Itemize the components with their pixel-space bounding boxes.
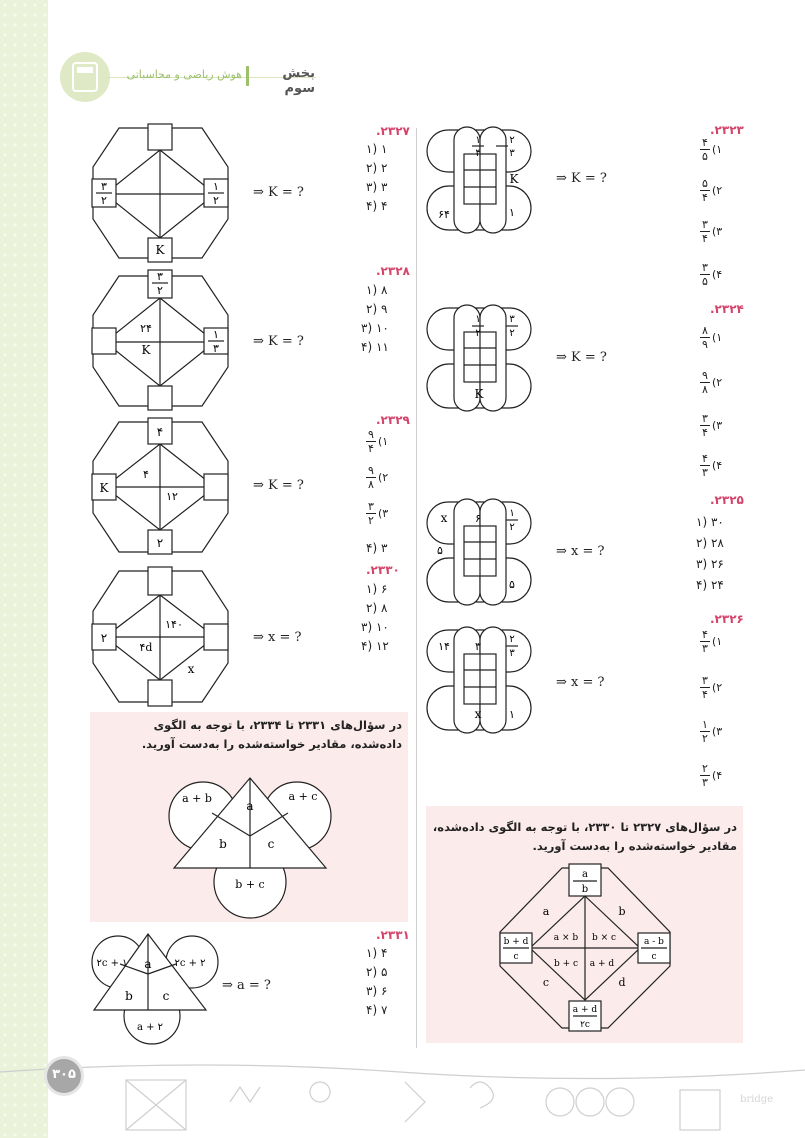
option-label: (۲ bbox=[712, 681, 723, 694]
inner-value-1: ۴ bbox=[143, 468, 149, 481]
inner-value-2: ۱۲ bbox=[166, 490, 178, 503]
option-label: (۲ bbox=[712, 184, 723, 197]
bl-value: ۶۴ bbox=[438, 208, 450, 221]
option-label: (۴ bbox=[712, 268, 723, 281]
tr-den: ۲ bbox=[509, 328, 515, 339]
tl-num: ۱ bbox=[475, 135, 481, 146]
numerator: ۳ bbox=[700, 261, 710, 275]
denominator: ۵ bbox=[702, 150, 708, 163]
question-equation: ⇒ a = ? bbox=[222, 978, 271, 993]
top-num: ۳ bbox=[157, 270, 163, 283]
left-circle: ۲c + ۱ bbox=[96, 958, 128, 969]
option-4[interactable]: ۱۲ (۴ bbox=[361, 639, 389, 653]
option-3[interactable]: ۲۶ (۳ bbox=[696, 557, 724, 571]
numerator: ۸ bbox=[700, 324, 710, 338]
x-label: x bbox=[440, 511, 448, 525]
question-number: .۲۳۳۱ bbox=[376, 928, 410, 942]
k-label: K bbox=[509, 172, 519, 186]
question-equation: ⇒ K = ? bbox=[556, 171, 607, 186]
instruction-text: در سؤال‌های ۲۳۲۷ تا ۲۳۳۰، با توجه به الگوی داده‌شده، مقادیر خواسته‌شده را به‌دست آورید. bbox=[432, 820, 737, 853]
tr-num: ۳ bbox=[509, 314, 515, 325]
question-equation: ⇒ K = ? bbox=[253, 478, 304, 493]
numerator: ۴ bbox=[700, 452, 710, 466]
denominator: ۴ bbox=[702, 688, 708, 701]
tl-value: ۱۴ bbox=[438, 640, 450, 653]
a-plus-b: a + b bbox=[182, 792, 212, 805]
tl-den: ۲ bbox=[475, 328, 481, 339]
bottom-circle: a + ۲ bbox=[136, 1022, 164, 1033]
denominator: ۸ bbox=[368, 478, 374, 491]
right-num: ۱ bbox=[213, 328, 219, 341]
denominator: ۳ bbox=[702, 776, 708, 789]
question-number: .۲۳۲۷ bbox=[376, 124, 410, 138]
denominator: ۳ bbox=[702, 466, 708, 479]
option-3[interactable]: ۱۰ (۳ bbox=[361, 321, 389, 335]
right-den: ۲ bbox=[213, 194, 219, 207]
left-value: ۵ bbox=[437, 544, 443, 557]
option-2[interactable]: ۵ (۲ bbox=[366, 965, 388, 979]
b-plus-c: b + c bbox=[235, 878, 265, 891]
page-margin-decoration bbox=[0, 0, 48, 1138]
a-times-b: a × b bbox=[553, 933, 579, 943]
denominator: ۵ bbox=[702, 275, 708, 288]
question-number: .۲۳۲۴ bbox=[710, 302, 744, 316]
question-number: .۲۳۲۳ bbox=[710, 123, 744, 137]
question-number: .۲۳۳۰ bbox=[366, 563, 400, 577]
loop-grid-figure-2325 bbox=[424, 496, 534, 608]
c-cell: c bbox=[162, 989, 170, 1003]
option-1[interactable]: ۱ (۱ bbox=[366, 142, 388, 156]
br-value: ۵ bbox=[509, 578, 515, 591]
triangle-figure-2331 bbox=[90, 930, 220, 1042]
option-label: (۳ bbox=[378, 507, 389, 520]
chapter-subtitle: هوش ریاضی و محاسباتی bbox=[126, 68, 242, 81]
k-label: K bbox=[155, 243, 165, 257]
question-number: .۲۳۲۹ bbox=[376, 413, 410, 427]
edge-b: b bbox=[618, 905, 626, 918]
option-4[interactable]: ۳ (۴ bbox=[366, 541, 388, 555]
edge-d: d bbox=[618, 976, 626, 989]
tr-num: ۲ bbox=[509, 135, 515, 146]
br-value: ۱ bbox=[509, 708, 515, 721]
option-4[interactable]: ۱۱ (۴ bbox=[361, 340, 389, 354]
section-title: بخش سوم bbox=[282, 66, 315, 96]
option-3[interactable]: ۱۰ (۳ bbox=[361, 620, 389, 634]
bottom-den: ۲c bbox=[580, 1020, 590, 1030]
header-separator bbox=[246, 66, 249, 86]
top-num: a bbox=[582, 869, 588, 880]
option-3[interactable]: ۳ (۳ bbox=[366, 180, 388, 194]
left-den: ۲ bbox=[101, 194, 107, 207]
diamond-figure-2327 bbox=[88, 122, 233, 264]
b-plus-c: b + c bbox=[553, 959, 579, 969]
x-label: x bbox=[187, 662, 195, 676]
right-num: ۱ bbox=[213, 180, 219, 193]
loop-grid-figure-2323 bbox=[424, 124, 534, 236]
option-label: (۳ bbox=[712, 725, 723, 738]
numerator: ۹ bbox=[366, 428, 376, 442]
column-divider bbox=[416, 128, 417, 1048]
option-2[interactable]: ۸ (۲ bbox=[366, 601, 388, 615]
option-1[interactable]: ۶ (۱ bbox=[366, 582, 388, 596]
tr-den: ۳ bbox=[509, 648, 515, 659]
tr-num: ۱ bbox=[509, 508, 515, 519]
tr-den: ۲ bbox=[509, 522, 515, 533]
numerator: ۵ bbox=[700, 177, 710, 191]
bottom-num: a + d bbox=[572, 1005, 598, 1015]
question-equation: ⇒ x = ? bbox=[556, 675, 605, 690]
calculator-icon bbox=[72, 62, 98, 92]
question-number: .۲۳۲۶ bbox=[710, 612, 744, 626]
a-plus-d: a + d bbox=[589, 959, 615, 969]
br-value: ۱ bbox=[509, 206, 515, 219]
b-times-c: b × c bbox=[591, 933, 617, 943]
option-label: (۱ bbox=[378, 435, 389, 448]
right-den: ۳ bbox=[213, 342, 219, 355]
diamond-pattern-figure bbox=[498, 862, 673, 1034]
question-equation: ⇒ x = ? bbox=[253, 630, 302, 645]
top-den: ۲ bbox=[157, 284, 163, 297]
option-label: (۴ bbox=[712, 459, 723, 472]
diamond-figure-2329 bbox=[88, 416, 233, 558]
option-label: (۳ bbox=[712, 225, 723, 238]
numerator: ۹ bbox=[700, 369, 710, 383]
tl-den: ۴ bbox=[475, 148, 481, 159]
option-label: (۲ bbox=[712, 376, 723, 389]
denominator: ۹ bbox=[702, 338, 708, 351]
inner-value-1: ۱۴۰ bbox=[165, 618, 183, 631]
k-label: K bbox=[474, 387, 484, 401]
right-circle: ۲c + ۲ bbox=[174, 958, 206, 969]
inner-value-2: ۴d bbox=[139, 641, 153, 654]
numerator: ۳ bbox=[700, 218, 710, 232]
c-cell: c bbox=[267, 837, 275, 851]
x-label: x bbox=[474, 707, 482, 721]
instruction-text: در سؤال‌های ۲۳۳۱ تا ۲۳۳۴، با توجه به الگوی داده‌شده، مقادیر خواسته‌شده را به‌دست آورید. bbox=[141, 718, 402, 751]
footer-doodles bbox=[0, 1062, 805, 1138]
option-4[interactable]: ۲۴ (۴ bbox=[696, 578, 724, 592]
three-value: ۳ bbox=[475, 640, 481, 653]
option-1[interactable]: ۸ (۱ bbox=[366, 283, 388, 297]
denominator: ۲ bbox=[702, 732, 708, 745]
k-label: K bbox=[99, 481, 109, 495]
option-label: (۱ bbox=[712, 331, 723, 344]
loop-grid-figure-2326 bbox=[424, 624, 534, 736]
b-cell: b bbox=[219, 837, 227, 851]
option-3[interactable]: ۶ (۳ bbox=[366, 984, 388, 998]
question-number: .۲۳۲۵ bbox=[710, 493, 744, 507]
option-label: (۱ bbox=[712, 635, 723, 648]
question-equation: ⇒ K = ? bbox=[253, 334, 304, 349]
denominator: ۴ bbox=[368, 442, 374, 455]
option-2[interactable]: ۹ (۲ bbox=[366, 302, 388, 316]
tl-num: ۱ bbox=[475, 314, 481, 325]
option-2[interactable]: ۲۸ (۲ bbox=[696, 536, 724, 550]
b-cell: b bbox=[125, 989, 133, 1003]
edge-c: c bbox=[542, 976, 550, 989]
option-label: (۱ bbox=[712, 143, 723, 156]
option-2[interactable]: ۲ (۲ bbox=[366, 161, 388, 175]
denominator: ۴ bbox=[702, 426, 708, 439]
diamond-figure-2328 bbox=[88, 268, 233, 413]
question-equation: ⇒ K = ? bbox=[556, 350, 607, 365]
numerator: ۳ bbox=[700, 674, 710, 688]
numerator: ۴ bbox=[700, 136, 710, 150]
page-number: ۳۰۵ bbox=[52, 1067, 76, 1082]
numerator: ۳ bbox=[366, 500, 376, 514]
triangle-pattern-figure bbox=[165, 778, 335, 918]
six-value: ۶ bbox=[475, 512, 481, 525]
top-den: b bbox=[581, 884, 589, 895]
left-num: ۳ bbox=[101, 180, 107, 193]
right-den: c bbox=[651, 952, 657, 962]
question-equation: ⇒ x = ? bbox=[556, 544, 605, 559]
numerator: ۹ bbox=[366, 464, 376, 478]
a-plus-c: a + c bbox=[288, 790, 318, 803]
tr-den: ۳ bbox=[509, 148, 515, 159]
option-label: (۴ bbox=[712, 769, 723, 782]
denominator: ۸ bbox=[702, 383, 708, 396]
option-label: (۲ bbox=[378, 471, 389, 484]
diamond-figure-2330 bbox=[88, 565, 233, 708]
inner-value: ۲۴ bbox=[140, 322, 152, 335]
a-cell: a bbox=[246, 799, 254, 813]
numerator: ۴ bbox=[700, 628, 710, 642]
top-value: ۴ bbox=[156, 425, 164, 439]
svg-text:bridge: bridge bbox=[740, 1094, 774, 1105]
edge-a: a bbox=[542, 905, 550, 918]
option-label: (۳ bbox=[712, 419, 723, 432]
left-value: ۲ bbox=[100, 631, 108, 645]
right-num: a - b bbox=[644, 937, 664, 947]
numerator: ۲ bbox=[700, 762, 710, 776]
k-label: K bbox=[141, 343, 151, 357]
numerator: ۱ bbox=[700, 718, 710, 732]
bottom-value: ۲ bbox=[156, 536, 164, 550]
denominator: ۳ bbox=[702, 642, 708, 655]
loop-grid-figure-2324 bbox=[424, 302, 534, 414]
option-4[interactable]: ۷ (۴ bbox=[366, 1003, 388, 1017]
denominator: ۲ bbox=[368, 514, 374, 527]
a-cell: a bbox=[144, 957, 152, 971]
option-1[interactable]: ۳۰ (۱ bbox=[696, 515, 724, 529]
tr-num: ۲ bbox=[509, 634, 515, 645]
numerator: ۳ bbox=[700, 412, 710, 426]
question-number: .۲۳۲۸ bbox=[376, 264, 410, 278]
left-den: c bbox=[513, 952, 519, 962]
denominator: ۴ bbox=[702, 191, 708, 204]
question-equation: ⇒ K = ? bbox=[253, 185, 304, 200]
option-4[interactable]: ۴ (۴ bbox=[366, 199, 388, 213]
option-1[interactable]: ۴ (۱ bbox=[366, 946, 388, 960]
denominator: ۴ bbox=[702, 232, 708, 245]
left-num: b + d bbox=[503, 937, 529, 947]
